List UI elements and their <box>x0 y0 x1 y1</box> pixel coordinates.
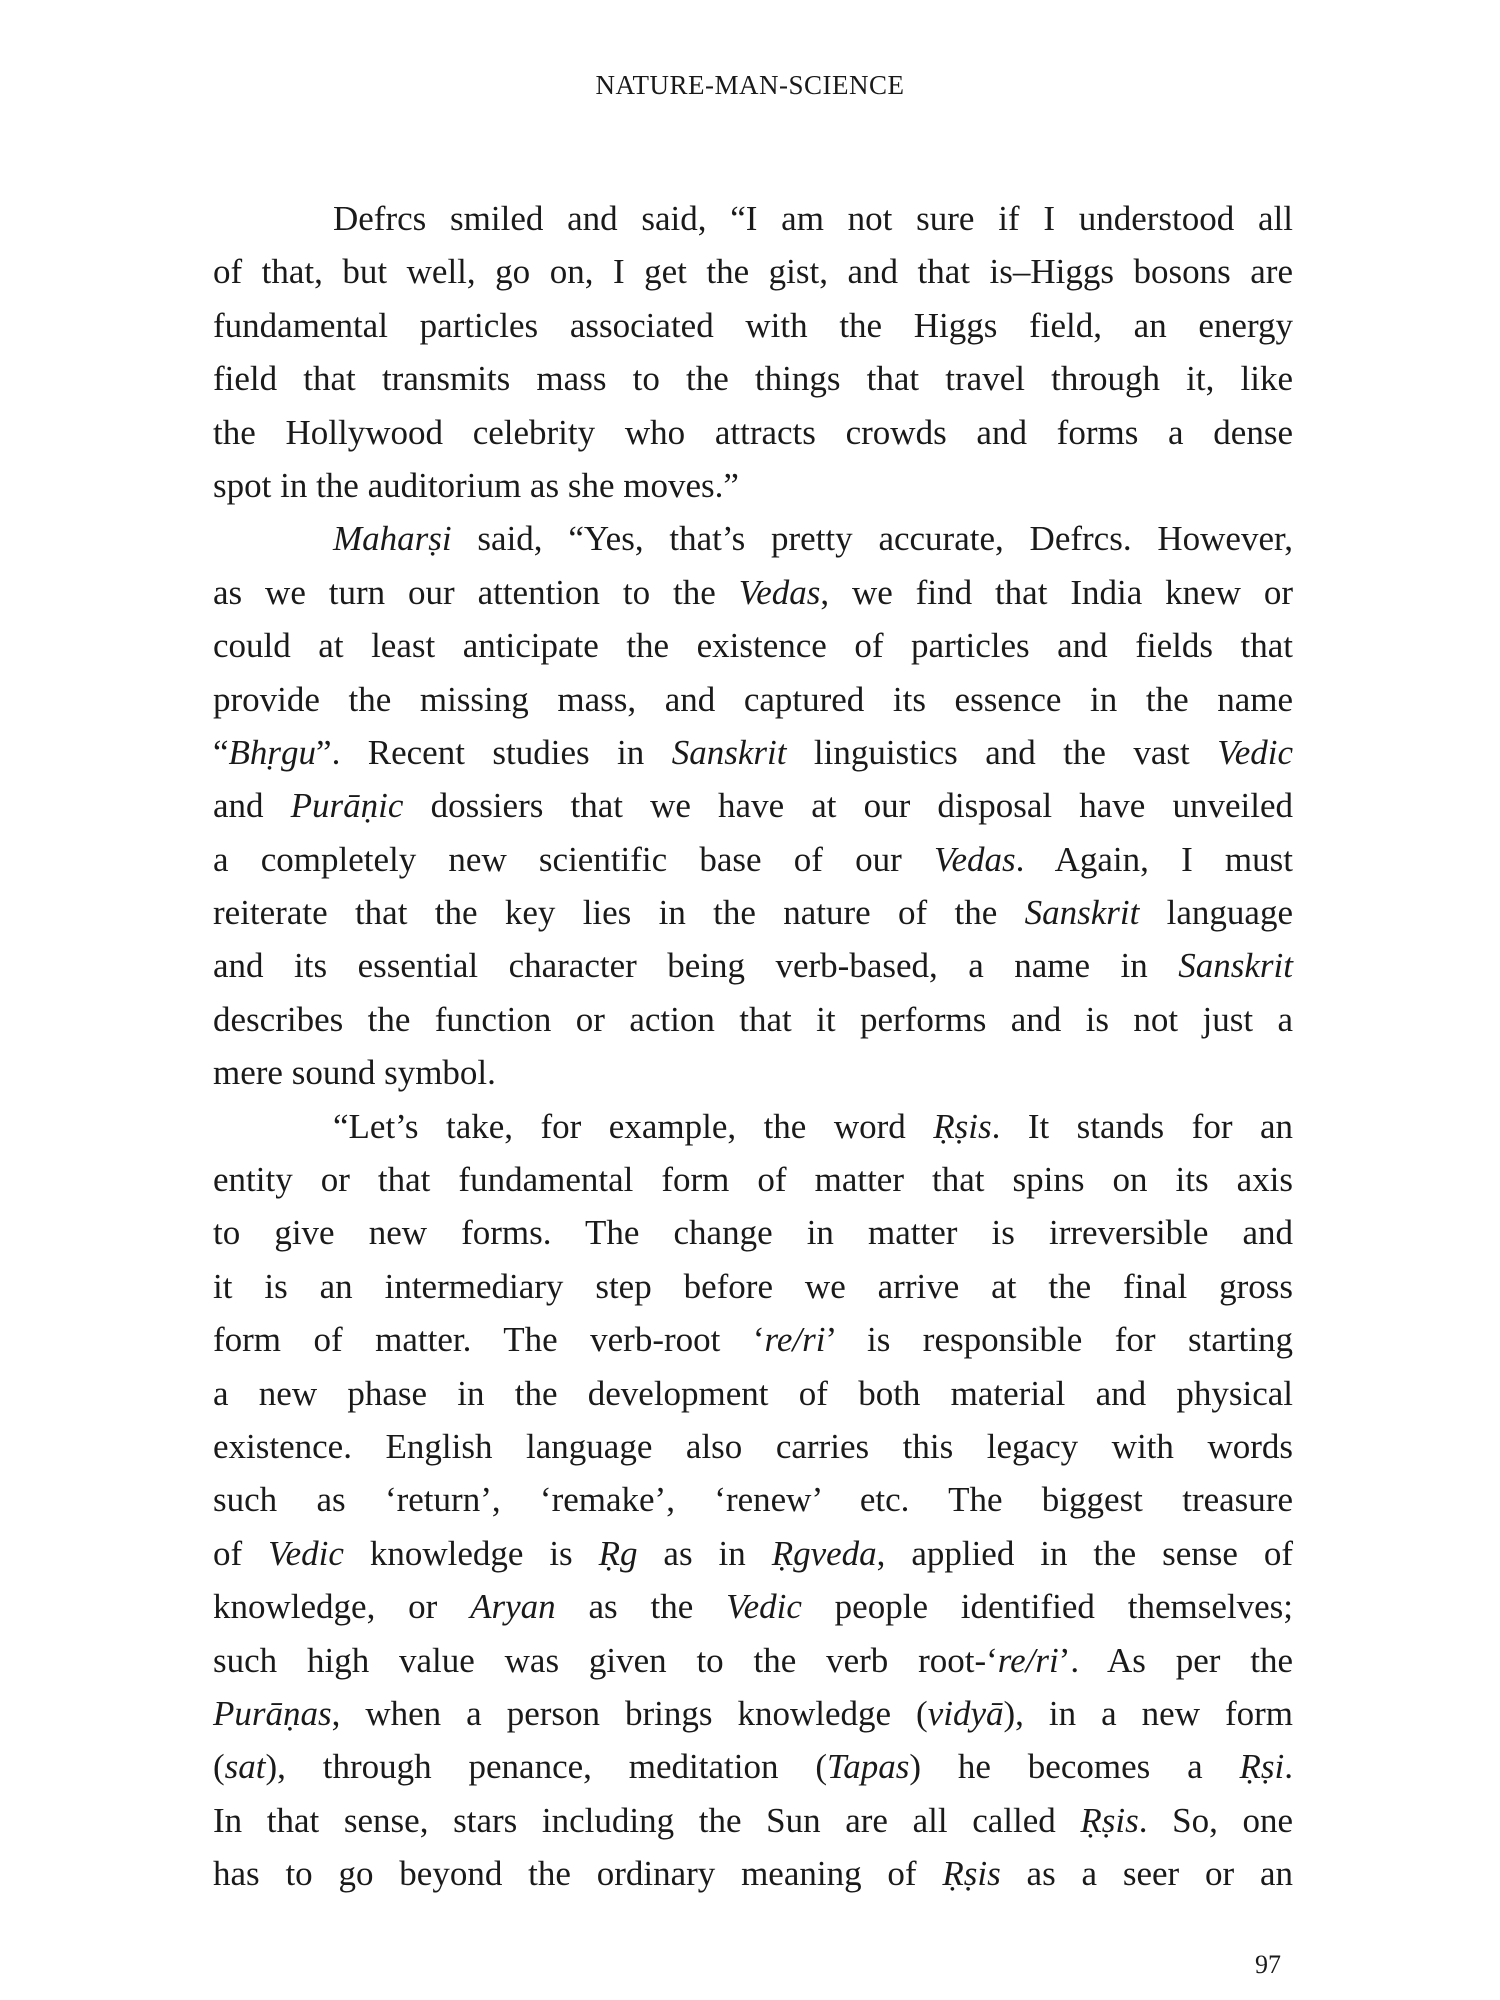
text-line <box>213 1153 1293 1206</box>
text-line <box>213 1634 1293 1687</box>
italic-term: Vedas <box>738 572 821 612</box>
text-run: , we find that India knew or <box>820 572 1293 612</box>
text-line <box>213 673 1293 726</box>
text-run: “Let’s take, for example, the word <box>333 1106 934 1146</box>
text-run: field that transmits mass to the things that travel through it, like <box>213 359 1293 399</box>
text-run: and its essential character being verb-based, a name in <box>213 946 1179 986</box>
text-line <box>213 1847 1293 1900</box>
text-line <box>213 459 1293 512</box>
italic-term: Purāṇas <box>213 1693 332 1733</box>
text-line <box>213 1367 1293 1420</box>
italic-term: Purāṇic <box>290 786 404 826</box>
text-run: to give new forms. The change in matter is irreversible and <box>213 1213 1293 1253</box>
text-run: dossiers that we have at our disposal have unveiled <box>403 786 1293 826</box>
italic-term: Ṛṣis <box>1080 1800 1139 1840</box>
text-line <box>213 1740 1293 1793</box>
text-line <box>213 192 1293 245</box>
text-line <box>213 886 1293 939</box>
text-line <box>213 1527 1293 1580</box>
italic-term: Vedas <box>933 839 1016 879</box>
text-run: of that, but well, go on, I get the gist, and that is–Higgs bosons are <box>213 252 1293 292</box>
text-run: , when a person brings knowledge ( <box>331 1693 928 1733</box>
text-run: form of matter. The verb-root ‘ <box>213 1320 765 1360</box>
text-run: provide the missing mass, and captured its essence in the name <box>213 679 1293 719</box>
text-line <box>213 726 1293 779</box>
text-run: people identified themselves; <box>801 1587 1293 1627</box>
italic-term: Vedic <box>726 1587 802 1627</box>
italic-term: re/ri <box>997 1640 1059 1680</box>
italic-term: Aryan <box>470 1587 556 1627</box>
italic-term: Ṛṣis <box>942 1854 1001 1894</box>
text-run: has to go beyond the ordinary meaning of <box>213 1854 943 1894</box>
text-run: existence. English language also carries this legacy with words <box>213 1426 1293 1466</box>
italic-term: Ṛṣis <box>933 1106 992 1146</box>
text-run: ( <box>213 1747 225 1787</box>
text-run: . It stands for an <box>991 1106 1293 1146</box>
text-run: Defrcs smiled and said, “I am not sure if I understood all <box>333 199 1293 238</box>
italic-term: Ṛṣi <box>1239 1747 1285 1787</box>
text-run: such high value was given to the verb root-‘ <box>213 1640 998 1680</box>
italic-term: re/ri <box>764 1320 826 1360</box>
text-line <box>213 833 1293 886</box>
text-run: as a seer or an <box>1000 1854 1293 1894</box>
text-line <box>213 779 1293 832</box>
italic-term: sat <box>224 1747 266 1787</box>
text-run: said, “Yes, that’s pretty accurate, Defrcs. However, <box>451 519 1293 559</box>
text-run: a new phase in the development of both material and physical <box>213 1373 1293 1413</box>
text-run: entity or that fundamental form of matter that spins on its axis <box>213 1160 1293 1200</box>
text-run: mere sound symbol. <box>213 1053 496 1093</box>
text-run: as the <box>555 1587 727 1627</box>
italic-term: Maharṣi <box>333 519 452 559</box>
text-run: “ <box>213 732 229 772</box>
text-run: as in <box>637 1533 772 1573</box>
italic-term: vidyā <box>927 1693 1004 1733</box>
text-run: . Again, I must <box>1015 839 1294 879</box>
text-line <box>213 1420 1293 1473</box>
text-run: . So, one <box>1138 1800 1293 1840</box>
italic-term: Ṛgveda <box>771 1533 877 1573</box>
italic-term: Sanskrit <box>671 732 787 772</box>
italic-term: Vedic <box>1217 732 1293 772</box>
text-run: language <box>1139 893 1293 933</box>
text-run: of <box>213 1533 269 1573</box>
text-run: as we turn our attention to the <box>213 572 739 612</box>
text-line <box>213 1100 1293 1153</box>
text-line <box>213 352 1293 405</box>
page-number: 97 <box>1255 1950 1281 1979</box>
text-run: ’. As per the <box>1058 1640 1293 1680</box>
text-run: ), through penance, meditation ( <box>265 1747 827 1787</box>
text-line <box>213 939 1293 992</box>
text-run: it is an intermediary step before we arrive at the final gross <box>213 1266 1293 1306</box>
text-run: ), in a new form <box>1003 1693 1293 1733</box>
text-line <box>213 566 1293 619</box>
text-line <box>213 406 1293 459</box>
text-run: ’ is responsible for starting <box>825 1320 1293 1360</box>
text-run: describes the function or action that it performs and is not just a <box>213 999 1293 1039</box>
text-run: such as ‘return’, ‘remake’, ‘renew’ etc. The biggest treasure <box>213 1480 1293 1520</box>
text-run: , applied in the sense of <box>876 1533 1294 1573</box>
italic-term: Sanskrit <box>1178 946 1293 986</box>
italic-term: Tapas <box>827 1747 910 1787</box>
text-run: knowledge, or <box>213 1587 471 1627</box>
text-run: . <box>1284 1747 1293 1787</box>
body-text <box>213 192 1293 1901</box>
text-line <box>213 993 1293 1046</box>
text-line <box>213 1473 1293 1526</box>
italic-term: Sanskrit <box>1024 893 1140 933</box>
text-run: knowledge is <box>343 1533 599 1573</box>
text-run: fundamental particles associated with the Higgs field, an energy <box>213 305 1293 345</box>
text-line <box>213 299 1293 352</box>
running-header: NATURE-MAN-SCIENCE <box>595 70 905 100</box>
text-line <box>213 245 1293 298</box>
text-run: spot in the auditorium as she moves.” <box>213 465 739 505</box>
text-line <box>213 1046 1293 1099</box>
text-line <box>213 1580 1293 1633</box>
text-run: linguistics and the vast <box>786 732 1218 772</box>
text-line <box>213 619 1293 672</box>
text-run: In that sense, stars including the Sun are all called <box>213 1800 1081 1840</box>
text-run: ) he becomes a <box>909 1747 1240 1787</box>
text-line <box>213 1260 1293 1313</box>
text-run: and <box>213 786 291 826</box>
text-run: a completely new scientific base of our <box>213 839 934 879</box>
text-run: could at least anticipate the existence of particles and fields that <box>213 626 1293 666</box>
text-line <box>213 1206 1293 1259</box>
italic-term: Bhṛgu <box>228 732 317 772</box>
text-run: ”. Recent studies in <box>316 732 672 772</box>
italic-term: Vedic <box>268 1533 344 1573</box>
text-line <box>213 512 1293 565</box>
italic-term: Ṛg <box>598 1533 638 1573</box>
text-run: reiterate that the key lies in the nature of the <box>213 893 1025 933</box>
text-run: the Hollywood celebrity who attracts crowds and forms a dense <box>213 412 1293 452</box>
text-line <box>213 1313 1293 1366</box>
text-line <box>213 1687 1293 1740</box>
text-line <box>213 1794 1293 1847</box>
